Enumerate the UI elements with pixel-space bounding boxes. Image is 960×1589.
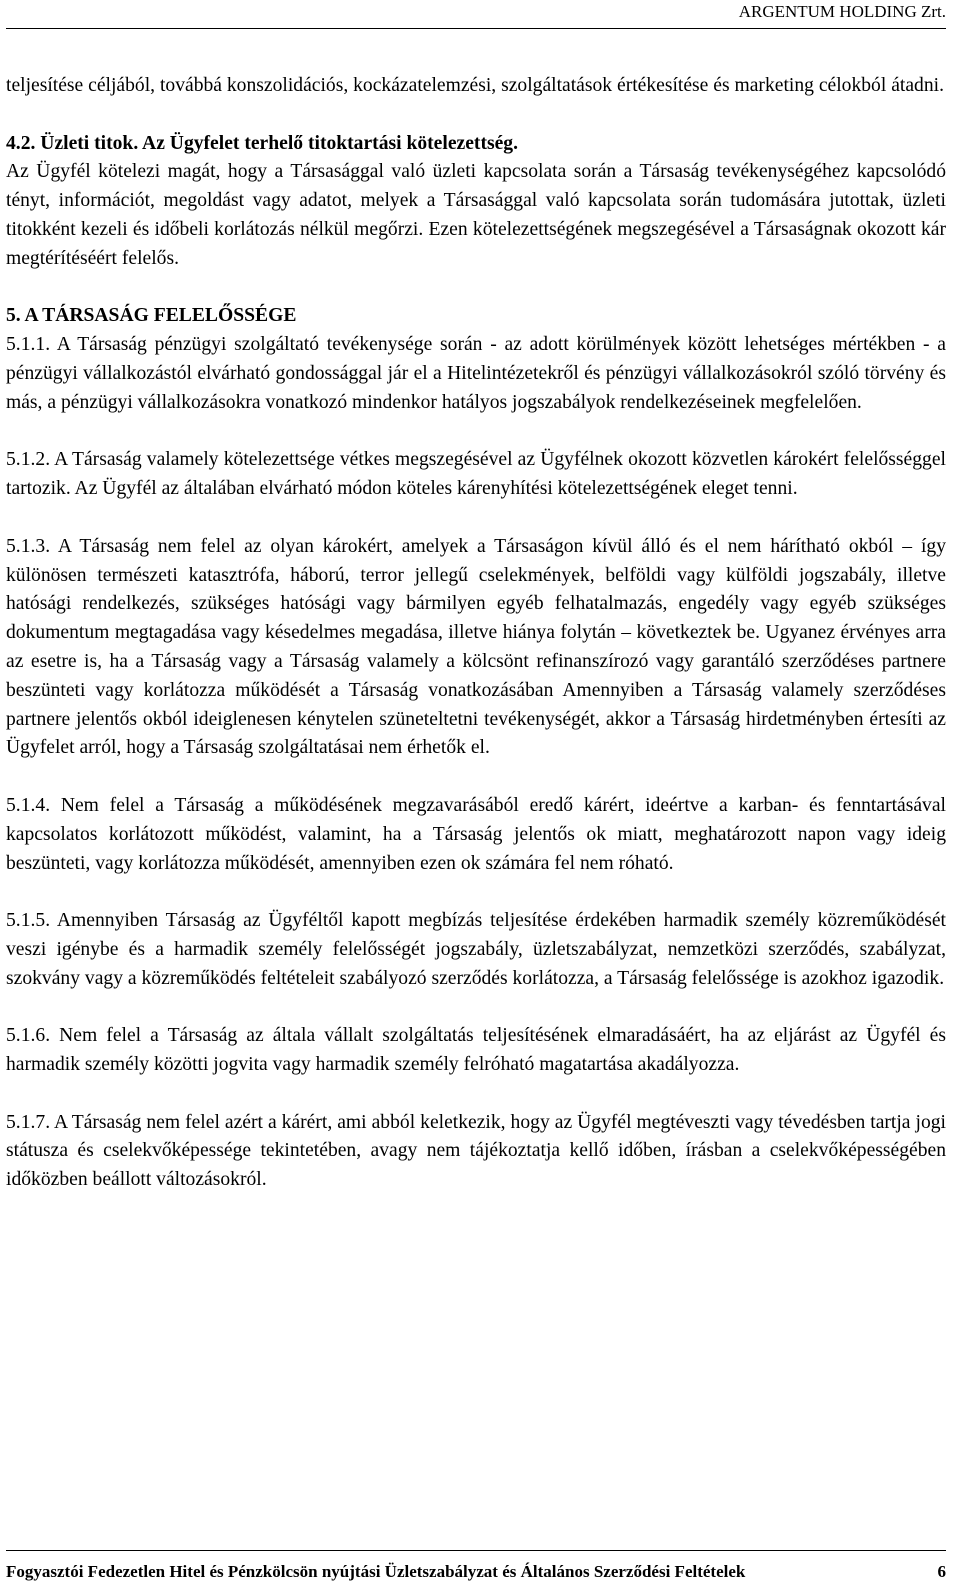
page-header <box>6 0 946 29</box>
paragraph-5-1-3: 5.1.3. A Társaság nem felel az olyan károkért, amelyek a Társaságon kívül álló és el nem hárítható okból – így különösen természeti katasztrófa, háború, terror jellegű cselekmények, belföldi vagy külföldi jogszabály, illetve hatósági rendelkezés, szükséges hatósági vagy bármilyen egyéb felhatalmazás, engedély vagy egyéb szükséges dokumentum megtagadása vagy késedelmes megadása, illetve hiánya folytán – következtek be. Ugyanez érvényes arra az esetre is, ha a Társaság vagy a Társaság valamely a kölcsönt refinanszírozó vagy garantáló szerződéses partnere beszünteti vagy korlátozza működését a Társaság vonatkozásában Amennyiben a Társaság valamely szerződéses partnere jelentős okból ideiglenesen kénytelen szüneteltetni tevékenységét, akkor a Társaság hirdetményben értesíti az Ügyfelet arról, hogy a Társaság szolgáltatásai nem érhetők el. <box>6 535 946 759</box>
paragraph-5-1-1: 5.1.1. A Társaság pénzügyi szolgáltató tevékenysége során - az adott körülmények között lehetséges mértékben - a pénzügyi vállalkozástól elvárható gondossággal jár el a Hitelintézetekről és pénzügyi vállalkozásokról szóló törvény és más, a pénzügyi vállalkozásokra vonatkozó mindenkor hatályos jogszabályok rendelkezéseinek megfelelően. <box>6 334 946 413</box>
section-heading-4-2: 4.2. Üzleti titok. Az Ügyfelet terhelő titoktartási kötelezettség. <box>6 132 518 154</box>
paragraph-5-1-6: 5.1.6. Nem felel a Társaság az általa vállalt szolgáltatás teljesítésének elmaradásáért, ha az eljárást az Ügyfél és harmadik személy közötti jogvita vagy harmadik személy felróható magatartása akadályozza. <box>6 1025 946 1076</box>
paragraph-5-1-2: 5.1.2. A Társaság valamely kötelezettsége vétkes megszegésével az Ügyfélnek okozott közvetlen károkért felelősséggel tartozik. Az Ügyfél az általában elvárható módon köteles kárenyhítési kötelezettségének eleget tenni. <box>6 449 946 500</box>
paragraph-5-1-5: 5.1.5. Amennyiben Társaság az Ügyféltől kapott megbízás teljesítése érdekében harmadik személy közreműködését veszi igénybe és a harmadik személy felelősségét jogszabály, üzletszabályzat, nemzetközi szerződés, szabályzat, szokvány vagy a közreműködés feltételeit szabályozó szerződés korlátozza, a Társaság felelőssége is azokhoz igazodik. <box>6 910 946 989</box>
page-number: 6 <box>937 1562 946 1581</box>
page-footer <box>6 1550 946 1583</box>
company-name: ARGENTUM HOLDING Zrt. <box>738 2 946 21</box>
paragraph-5-1-4: 5.1.4. Nem felel a Társaság a működésének megzavarásából eredő kárért, ideértve a karban- és fenntartásával kapcsolatos korlátozott működést, valamint, ha a Társaság jelentős ok miatt, meghatározott napon vagy ideig beszünteti, vagy korlátozza működését, amennyiben ezen ok számára fel nem róható. <box>6 794 946 874</box>
section-heading-5: 5. A TÁRSASÁG FELELŐSSÉGE <box>6 305 297 327</box>
document-body <box>6 72 946 1195</box>
footer-title: Fogyasztói Fedezetlen Hitel és Pénzkölcsön nyújtási Üzletszabályzat és Általános Szerződési Feltételek <box>6 1562 746 1581</box>
paragraph-4-2: Az Ügyfél kötelezi magát, hogy a Társasággal való üzleti kapcsolata során a Társaság tevékenységéhez kapcsolódó tényt, információt, megoldást vagy adatot, melyek a Társasággal való kapcsolata során tudomására jutottak, üzleti titokként kezeli és időbeli korlátozás nélkül megőrzi. Ezen kötelezettségének megszegésével a Társaságnak okozott kár megtérítéséért felelős. <box>6 161 946 269</box>
paragraph-5-1-7: 5.1.7. A Társaság nem felel azért a kárért, ami abból keletkezik, hogy az Ügyfél megtéveszti vagy tévedésben tartja jogi státusza és cselekvőképessége tekintetében, avagy nem tájékoztatja kellő időben, írásban a cselekvőképességében időközben beállott változásokról. <box>6 1111 946 1191</box>
paragraph-intro: teljesítése céljából, továbbá konszolidációs, kockázatelemzési, szolgáltatások értékesítése és marketing célokból átadni. <box>6 75 944 96</box>
